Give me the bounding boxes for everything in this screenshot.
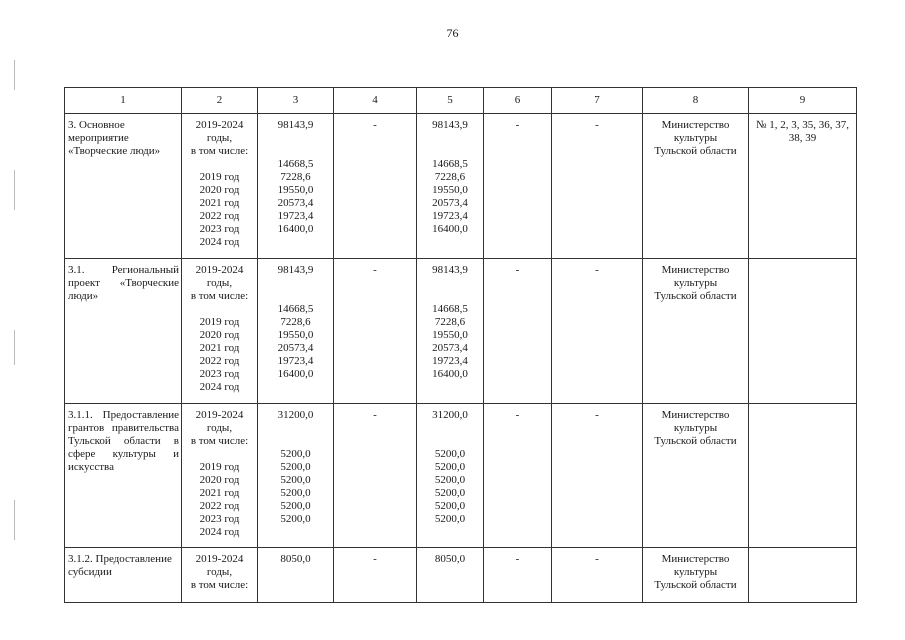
including-text: в том числе:	[190, 435, 249, 447]
including-text: в том числе:	[190, 290, 249, 302]
year-label: 2023 год	[199, 368, 240, 380]
total-value: 98143,9	[432, 119, 468, 131]
header-cell: 8	[643, 88, 749, 114]
scan-margin-mark	[14, 500, 15, 540]
year-value: 19550,0	[277, 184, 314, 196]
year-value: 16400,0	[432, 223, 468, 235]
year-value: 19550,0	[432, 184, 468, 196]
header-cell: 9	[749, 88, 857, 114]
year-value: 7228,6	[434, 316, 466, 328]
col5-value: 8050,0	[417, 548, 484, 603]
table-row	[65, 114, 857, 259]
col4-value: -	[334, 114, 417, 259]
year-label: 2019 год	[199, 316, 240, 328]
year-value: 19723,4	[432, 355, 468, 367]
col6-value: -	[484, 114, 552, 259]
year-label: 2022 год	[199, 500, 240, 512]
year-value: 5200,0	[434, 487, 466, 499]
year-value: 5200,0	[280, 461, 311, 473]
executor-line: Министерство	[661, 119, 730, 131]
year-value: 14668,5	[277, 158, 314, 170]
year-label: 2020 год	[199, 329, 240, 341]
year-value: 19723,4	[432, 210, 468, 222]
indicator-numbers	[749, 404, 857, 548]
year-value: 14668,5	[432, 158, 468, 170]
header-cell: 3	[258, 88, 334, 114]
year-label: 2021 год	[199, 197, 240, 209]
year-value: 5200,0	[434, 461, 466, 473]
year-label: 2019 год	[199, 461, 240, 473]
total-value: 98143,9	[277, 119, 314, 131]
executor-line: Тульской области	[654, 145, 737, 157]
activity-description: 3. Основное мероприятие «Творческие люди»	[65, 114, 182, 259]
total-value: 98143,9	[432, 264, 468, 276]
year-label: 2021 год	[199, 342, 240, 354]
scan-margin-mark	[14, 170, 15, 210]
year-value: 16400,0	[277, 368, 314, 380]
year-value: 7228,6	[280, 171, 311, 183]
executor-line: Министерство	[661, 553, 730, 565]
col7-value: -	[552, 548, 643, 603]
period-text: 2019-2024 годы,	[195, 409, 244, 434]
year-label: 2023 год	[199, 223, 240, 235]
year-value: 5200,0	[434, 474, 466, 486]
period-cell	[182, 259, 258, 404]
year-value: 20573,4	[277, 197, 314, 209]
year-label: 2021 год	[199, 487, 240, 499]
header-cell: 6	[484, 88, 552, 114]
table-row	[65, 548, 857, 603]
col6-value: -	[484, 548, 552, 603]
executor-line: Министерство	[661, 264, 730, 276]
col7-value: -	[552, 404, 643, 548]
col6-value: -	[484, 404, 552, 548]
scan-margin-mark	[14, 60, 15, 90]
period-text: 2019-2024 годы,	[195, 264, 244, 289]
activity-description: 3.1. Региональный проект «Творческие люди»	[65, 259, 182, 404]
year-value: 14668,5	[432, 303, 468, 315]
year-value: 20573,4	[277, 342, 314, 354]
year-value: 19550,0	[277, 329, 314, 341]
header-cell: 7	[552, 88, 643, 114]
year-label: 2020 год	[199, 184, 240, 196]
including-text: в том числе:	[190, 579, 249, 591]
year-value: 14668,5	[277, 303, 314, 315]
col5-values	[417, 259, 484, 404]
year-label: 2022 год	[199, 355, 240, 367]
year-label: 2023 год	[199, 513, 240, 525]
year-label: 2019 год	[199, 171, 240, 183]
year-value: 19723,4	[277, 355, 314, 367]
year-value: 5200,0	[434, 448, 466, 460]
period-cell	[182, 114, 258, 259]
table-row	[65, 404, 857, 548]
col4-value: -	[334, 404, 417, 548]
activity-description: 3.1.2. Предоставление субсидии	[65, 548, 182, 603]
year-value: 16400,0	[277, 223, 314, 235]
col6-value: -	[484, 259, 552, 404]
year-value: 19550,0	[432, 329, 468, 341]
executor-line: Тульской области	[654, 435, 737, 447]
executor-line: Министерство	[661, 409, 730, 421]
executor-line: культуры	[673, 566, 718, 578]
executor-line: культуры	[673, 132, 718, 144]
including-text: в том числе:	[190, 145, 249, 157]
year-value: 7228,6	[280, 316, 311, 328]
col5-values	[417, 114, 484, 259]
executor-cell	[643, 404, 749, 548]
year-label: 2024 год	[199, 236, 240, 248]
col3-value: 8050,0	[258, 548, 334, 603]
budget-table	[64, 87, 857, 603]
total-value: 98143,9	[277, 264, 314, 276]
year-label: 2024 год	[199, 381, 240, 393]
period-cell	[182, 404, 258, 548]
year-value: 7228,6	[434, 171, 466, 183]
activity-description: 3.1.1. Предоставление грантов правительства Тульской области в сфере культуры и искусства	[65, 404, 182, 548]
year-value: 5200,0	[280, 487, 311, 499]
scan-margin-mark	[14, 330, 15, 365]
col5-values	[417, 404, 484, 548]
col3-values	[258, 114, 334, 259]
table-row	[65, 259, 857, 404]
col3-values	[258, 259, 334, 404]
col7-value: -	[552, 114, 643, 259]
header-cell: 4	[334, 88, 417, 114]
header-cell: 2	[182, 88, 258, 114]
year-value: 5200,0	[434, 500, 466, 512]
col7-value: -	[552, 259, 643, 404]
year-label: 2022 год	[199, 210, 240, 222]
executor-line: культуры	[673, 422, 718, 434]
executor-line: Тульской области	[654, 579, 737, 591]
total-value: 31200,0	[432, 409, 468, 421]
table-header-row	[65, 88, 857, 114]
header-cell: 5	[417, 88, 484, 114]
executor-line: культуры	[673, 277, 718, 289]
year-value: 5200,0	[280, 474, 311, 486]
indicator-numbers: № 1, 2, 3, 35, 36, 37, 38, 39	[749, 114, 857, 259]
year-value: 5200,0	[280, 513, 311, 525]
period-text: 2019-2024 годы,	[195, 553, 244, 578]
year-label: 2024 год	[199, 526, 240, 538]
year-value: 5200,0	[280, 448, 311, 460]
total-value: 31200,0	[277, 409, 314, 421]
page-number: 76	[446, 26, 459, 40]
executor-cell	[643, 548, 749, 603]
col4-value: -	[334, 548, 417, 603]
executor-cell	[643, 114, 749, 259]
year-value: 5200,0	[280, 500, 311, 512]
year-value: 5200,0	[434, 513, 466, 525]
year-value: 20573,4	[432, 342, 468, 354]
indicator-numbers	[749, 548, 857, 603]
year-label: 2020 год	[199, 474, 240, 486]
indicator-numbers	[749, 259, 857, 404]
period-cell	[182, 548, 258, 603]
executor-cell	[643, 259, 749, 404]
year-value: 20573,4	[432, 197, 468, 209]
period-text: 2019-2024 годы,	[195, 119, 244, 144]
col4-value: -	[334, 259, 417, 404]
year-value: 19723,4	[277, 210, 314, 222]
header-cell: 1	[65, 88, 182, 114]
year-value: 16400,0	[432, 368, 468, 380]
col3-values	[258, 404, 334, 548]
executor-line: Тульской области	[654, 290, 737, 302]
